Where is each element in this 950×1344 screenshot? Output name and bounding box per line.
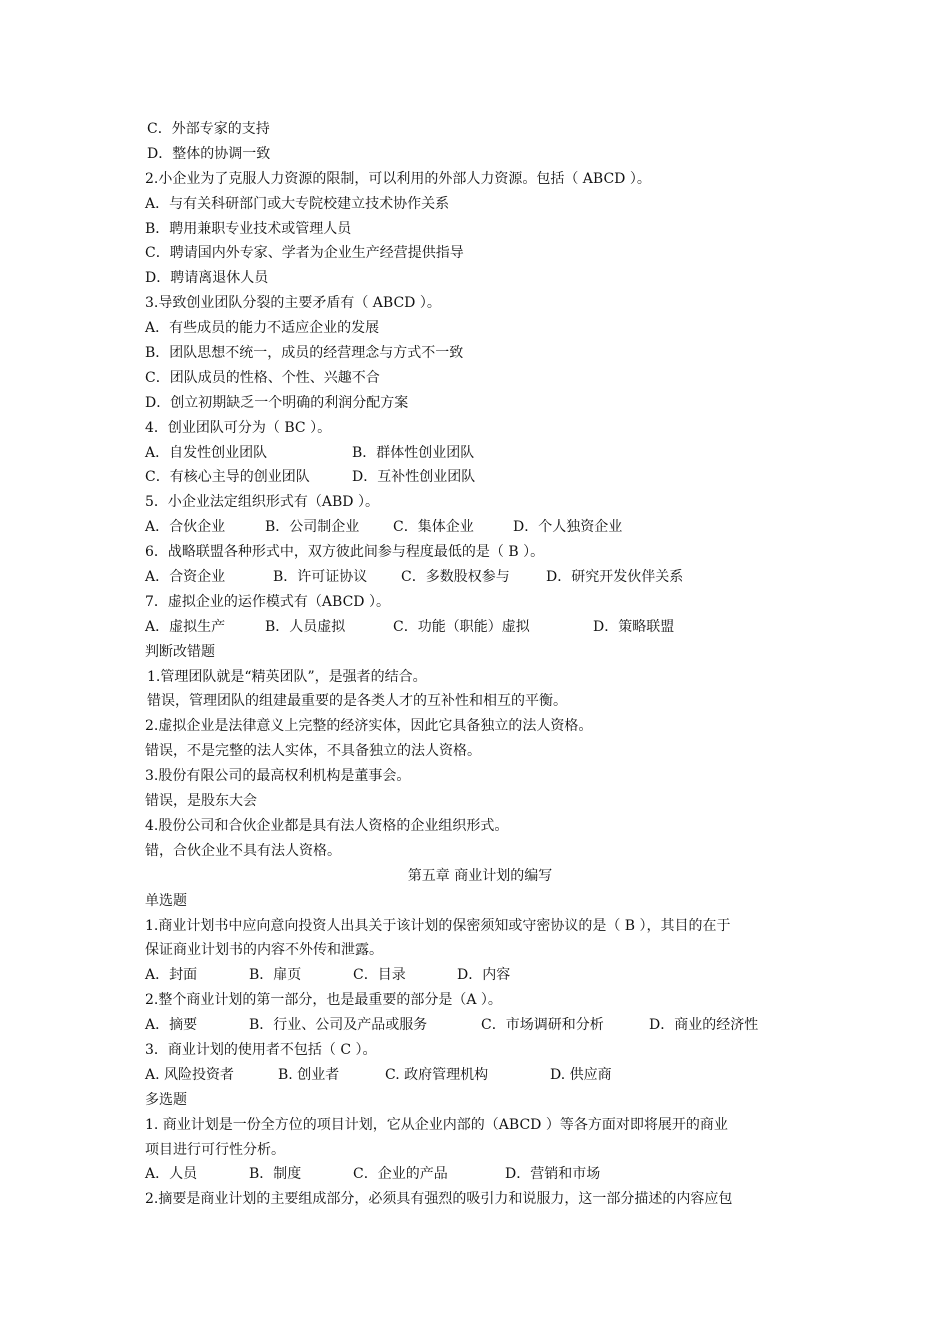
answer-line: 错误，是股东大会 — [145, 793, 257, 810]
statement-line: 1.管理团队就是“精英团队”，是强者的结合。 — [147, 668, 427, 685]
options-row — [145, 515, 815, 540]
option: C. 政府管理机构 — [385, 1066, 489, 1083]
option: C．有核心主导的创业团队 — [145, 469, 310, 486]
statement-line: 3.股份有限公司的最高权利机构是董事会。 — [145, 768, 411, 785]
option: B．人员虚拟 — [265, 618, 346, 635]
option-line: D．聘请离退休人员 — [145, 270, 269, 287]
option: B. 创业者 — [278, 1066, 340, 1083]
option-line: A．与有关科研部门或大专院校建立技术协作关系 — [145, 195, 450, 212]
option: A. 风险投资者 — [145, 1066, 235, 1083]
option: B．许可证协议 — [273, 569, 368, 586]
option: D．互补性创业团队 — [352, 469, 476, 486]
question-line: 4．创业团队可分为（ BC ）。 — [145, 419, 332, 436]
option: B．扉页 — [249, 967, 302, 984]
statement-line: 4.股份公司和合伙企业都是具有法人资格的企业组织形式。 — [145, 817, 509, 834]
option: B．公司制企业 — [265, 519, 360, 536]
question-line: 2.小企业为了克服人力资源的限制，可以利用的外部人力资源。包括（ ABCD ）。 — [145, 170, 651, 187]
option: B．制度 — [249, 1166, 302, 1183]
option: D．研究开发伙伴关系 — [546, 569, 684, 586]
option: A．虚拟生产 — [145, 618, 226, 635]
option: D．策略联盟 — [593, 618, 675, 635]
option: C．目录 — [353, 967, 406, 984]
question-line: 3.导致创业团队分裂的主要矛盾有（ ABCD ）。 — [145, 295, 441, 312]
question-line: 2.整个商业计划的第一部分，也是最重要的部分是（A ）。 — [145, 992, 502, 1009]
question-line: 5．小企业法定组织形式有（ABD ）。 — [145, 494, 379, 511]
question-line: 3．商业计划的使用者不包括（ C ）。 — [145, 1041, 377, 1058]
question-line: 项目进行可行性分析。 — [145, 1141, 285, 1158]
options-row — [145, 1063, 815, 1088]
option: C．企业的产品 — [353, 1166, 448, 1183]
option-line: B．团队思想不统一，成员的经营理念与方式不一致 — [145, 345, 464, 362]
section-heading: 判断改错题 — [145, 643, 215, 660]
question-line: 保证商业计划书的内容不外传和泄露。 — [145, 942, 383, 959]
answer-line: 错误，管理团队的组建最重要的是各类人才的互补性和相互的平衡。 — [147, 693, 567, 710]
question-line: 1. 商业计划是一份全方位的项目计划，它从企业内部的（ABCD ）等各方面对即将展开的商业 — [145, 1116, 728, 1133]
answer-line: 错误，不是完整的法人实体，不具备独立的法人资格。 — [145, 743, 481, 760]
question-line: 1.商业计划书中应向意向投资人出具关于该计划的保密须知或守密协议的是（ B ），其目的在于 — [145, 917, 731, 934]
option: A．自发性创业团队 — [145, 444, 268, 461]
section-heading: 单选题 — [145, 892, 187, 909]
option: C．市场调研和分析 — [481, 1017, 604, 1034]
option: C．集体企业 — [393, 519, 474, 536]
statement-line: 2.虚拟企业是法律意义上完整的经济实体，因此它具备独立的法人资格。 — [145, 718, 593, 735]
section-heading: 多选题 — [145, 1091, 187, 1108]
options-row — [145, 1013, 815, 1038]
option: A．合资企业 — [145, 569, 226, 586]
option: C．功能（职能）虚拟 — [393, 618, 530, 635]
option: D．个人独资企业 — [513, 519, 623, 536]
question-line: 6．战略联盟各种形式中，双方彼此间参与程度最低的是（ B ）。 — [145, 544, 545, 561]
option: C．多数股权参与 — [401, 569, 510, 586]
option: D．营销和市场 — [505, 1166, 601, 1183]
option: B．群体性创业团队 — [352, 444, 475, 461]
option: B．行业、公司及产品或服务 — [249, 1017, 428, 1034]
option-line: C．外部专家的支持 — [147, 121, 270, 137]
options-row — [145, 465, 815, 490]
option: A．合伙企业 — [145, 519, 226, 536]
options-row — [145, 565, 815, 590]
answer-line: 错，合伙企业不具有法人资格。 — [145, 842, 341, 859]
option-line: C．团队成员的性格、个性、兴趣不合 — [145, 369, 380, 386]
options-row — [145, 1162, 815, 1187]
option: A．摘要 — [145, 1017, 198, 1034]
option-line: D．整体的协调一致 — [147, 145, 271, 162]
option: A．封面 — [145, 967, 198, 984]
option: A．人员 — [145, 1166, 198, 1183]
question-line: 2.摘要是商业计划的主要组成部分，必须具有强烈的吸引力和说服力，这一部分描述的内容应包 — [145, 1191, 733, 1208]
option: D．商业的经济性 — [649, 1017, 759, 1034]
option-line: C．聘请国内外专家、学者为企业生产经营提供指导 — [145, 245, 464, 262]
document-body — [145, 117, 815, 1212]
options-row — [145, 963, 815, 988]
chapter-title: 第五章 商业计划的编写 — [407, 867, 553, 884]
option: D. 供应商 — [550, 1066, 612, 1083]
option-line: D．创立初期缺乏一个明确的利润分配方案 — [145, 394, 409, 411]
option: D．内容 — [457, 967, 511, 984]
option-line: B．聘用兼职专业技术或管理人员 — [145, 220, 352, 237]
option-line: A．有些成员的能力不适应企业的发展 — [145, 320, 380, 337]
options-row — [145, 441, 815, 466]
options-row — [145, 615, 815, 640]
question-line: 7．虚拟企业的运作模式有（ABCD ）。 — [145, 593, 390, 610]
